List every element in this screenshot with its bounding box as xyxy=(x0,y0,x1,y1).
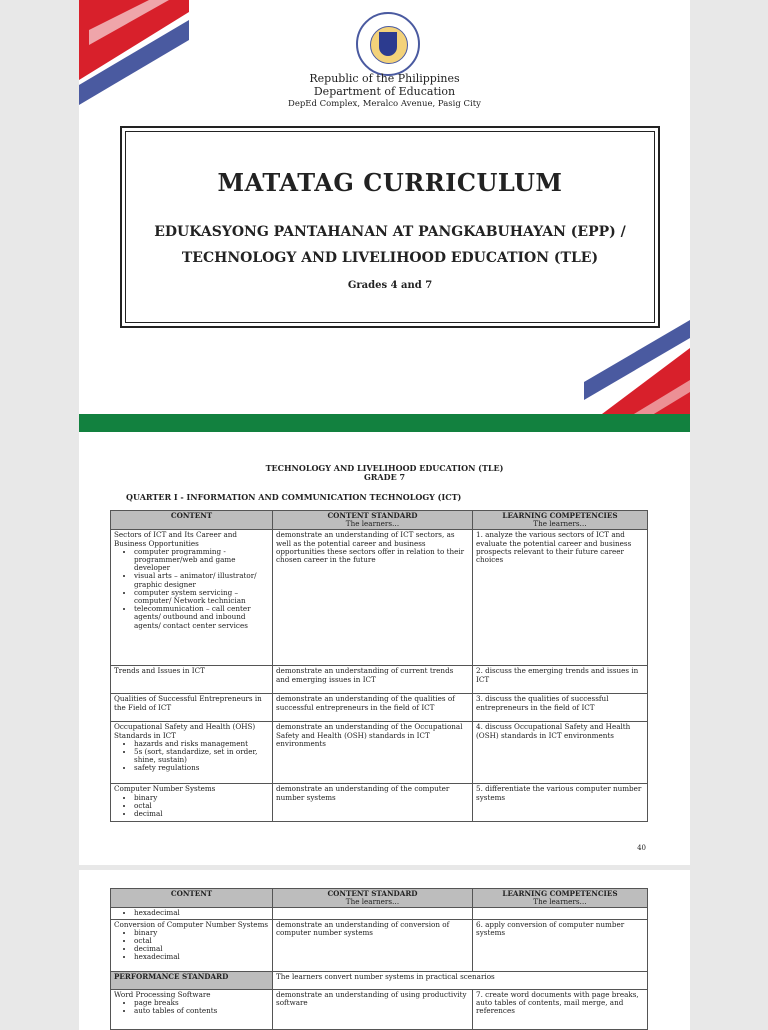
cover-page xyxy=(79,0,690,432)
table-row: Sectors of ICT and Its Career and Business Opportunities • computer programming - programmer/web and game developer • visual arts – animator/ illustrator/ graphic designer • computer system servicing – computer/ Network technician • telecommunication – call center agents/ outbound and inbound agents/ contact center services demonstrate an understanding of ICT sectors, as well as the potential career and business opportunities these sectors offer in relation to their chosen career in the future 1. analyze the various sectors of ICT and evaluate the potential career and business prospects relevant to their future career choices xyxy=(111,530,648,666)
table-row: • hexadecimal xyxy=(111,908,648,919)
grades-label: Grades 4 and 7 xyxy=(347,280,433,291)
republic-text: Republic of the Philippines xyxy=(309,72,460,85)
competencies-header: LEARNING COMPETENCIES The learners… xyxy=(473,889,648,908)
performance-text: The learners convert number systems in practical scenarios xyxy=(273,971,648,989)
performance-label: PERFORMANCE STANDARD xyxy=(111,971,273,989)
competencies-header: LEARNING COMPETENCIES The learners… xyxy=(473,511,648,530)
table-row: Conversion of Computer Number Systems • binary • octal • decimal • hexadecimal demonstrate an understanding of conversion of computer number systems 6. apply conversion of computer number systems xyxy=(111,919,648,971)
quarter-heading: QUARTER I - INFORMATION AND COMMUNICATION TECHNOLOGY (ICT) xyxy=(126,492,462,502)
grade-title: GRADE 7 xyxy=(363,472,406,482)
curriculum-title: MATATAG CURRICULUM xyxy=(217,168,563,197)
curriculum-page xyxy=(79,432,690,865)
standard-header: CONTENT STANDARD The learners… xyxy=(273,889,473,908)
curriculum-table xyxy=(110,510,648,822)
table-row: Word Processing Software • page breaks • auto tables of contents demonstrate an understanding of using productivity software 7. create word documents with page breaks, auto tables of contents, mail merge, and references xyxy=(111,989,648,1029)
title-box xyxy=(120,126,660,328)
subtitle-line2: TECHNOLOGY AND LIVELIHOOD EDUCATION (TLE) xyxy=(181,250,599,266)
subtitle-line1: EDUKASYONG PANTAHANAN AT PANGKABUHAYAN (EPP) / xyxy=(154,224,626,240)
table-row: Computer Number Systems • binary • octal • decimal demonstrate an understanding of the computer number systems 5. differentiate the various computer number systems xyxy=(111,784,648,822)
curriculum-page-continued xyxy=(79,870,690,1030)
table-row: Occupational Safety and Health (OHS) Standards in ICT • hazards and risks management • 5s (sort, standardize, set in order, shine, sustain) • safety regulations demonstrate an understanding of the Occupational Safety and Health (OSH) standards in ICT environments 4. discuss Occupational Safety and Health (OSH) standards in ICT environments xyxy=(111,722,648,784)
page-number: 40 xyxy=(637,844,646,852)
table-row: Qualities of Successful Entrepreneurs in the Field of ICT demonstrate an understanding of the qualities of successful entrepreneurs in the field of ICT 3. discuss the qualities of successful entrepreneurs in the field of ICT xyxy=(111,694,648,722)
standard-header: CONTENT STANDARD The learners… xyxy=(273,511,473,530)
subject-title: TECHNOLOGY AND LIVELIHOOD EDUCATION (TLE) xyxy=(265,463,504,473)
department-text: Department of Education xyxy=(313,85,456,98)
deped-seal-icon xyxy=(356,12,420,76)
bottom-right-ribbon xyxy=(584,320,690,420)
address-text: DepEd Complex, Meralco Avenue, Pasig City xyxy=(288,99,481,109)
table-row: Trends and Issues in ICT demonstrate an understanding of current trends and emerging issues in ICT 2. discuss the emerging trends and issues in ICT xyxy=(111,666,648,694)
green-bar xyxy=(79,414,690,432)
curriculum-table-continued xyxy=(110,888,648,1030)
content-header: CONTENT xyxy=(111,889,273,908)
content-header: CONTENT xyxy=(111,511,273,530)
performance-standard-row xyxy=(111,971,648,989)
